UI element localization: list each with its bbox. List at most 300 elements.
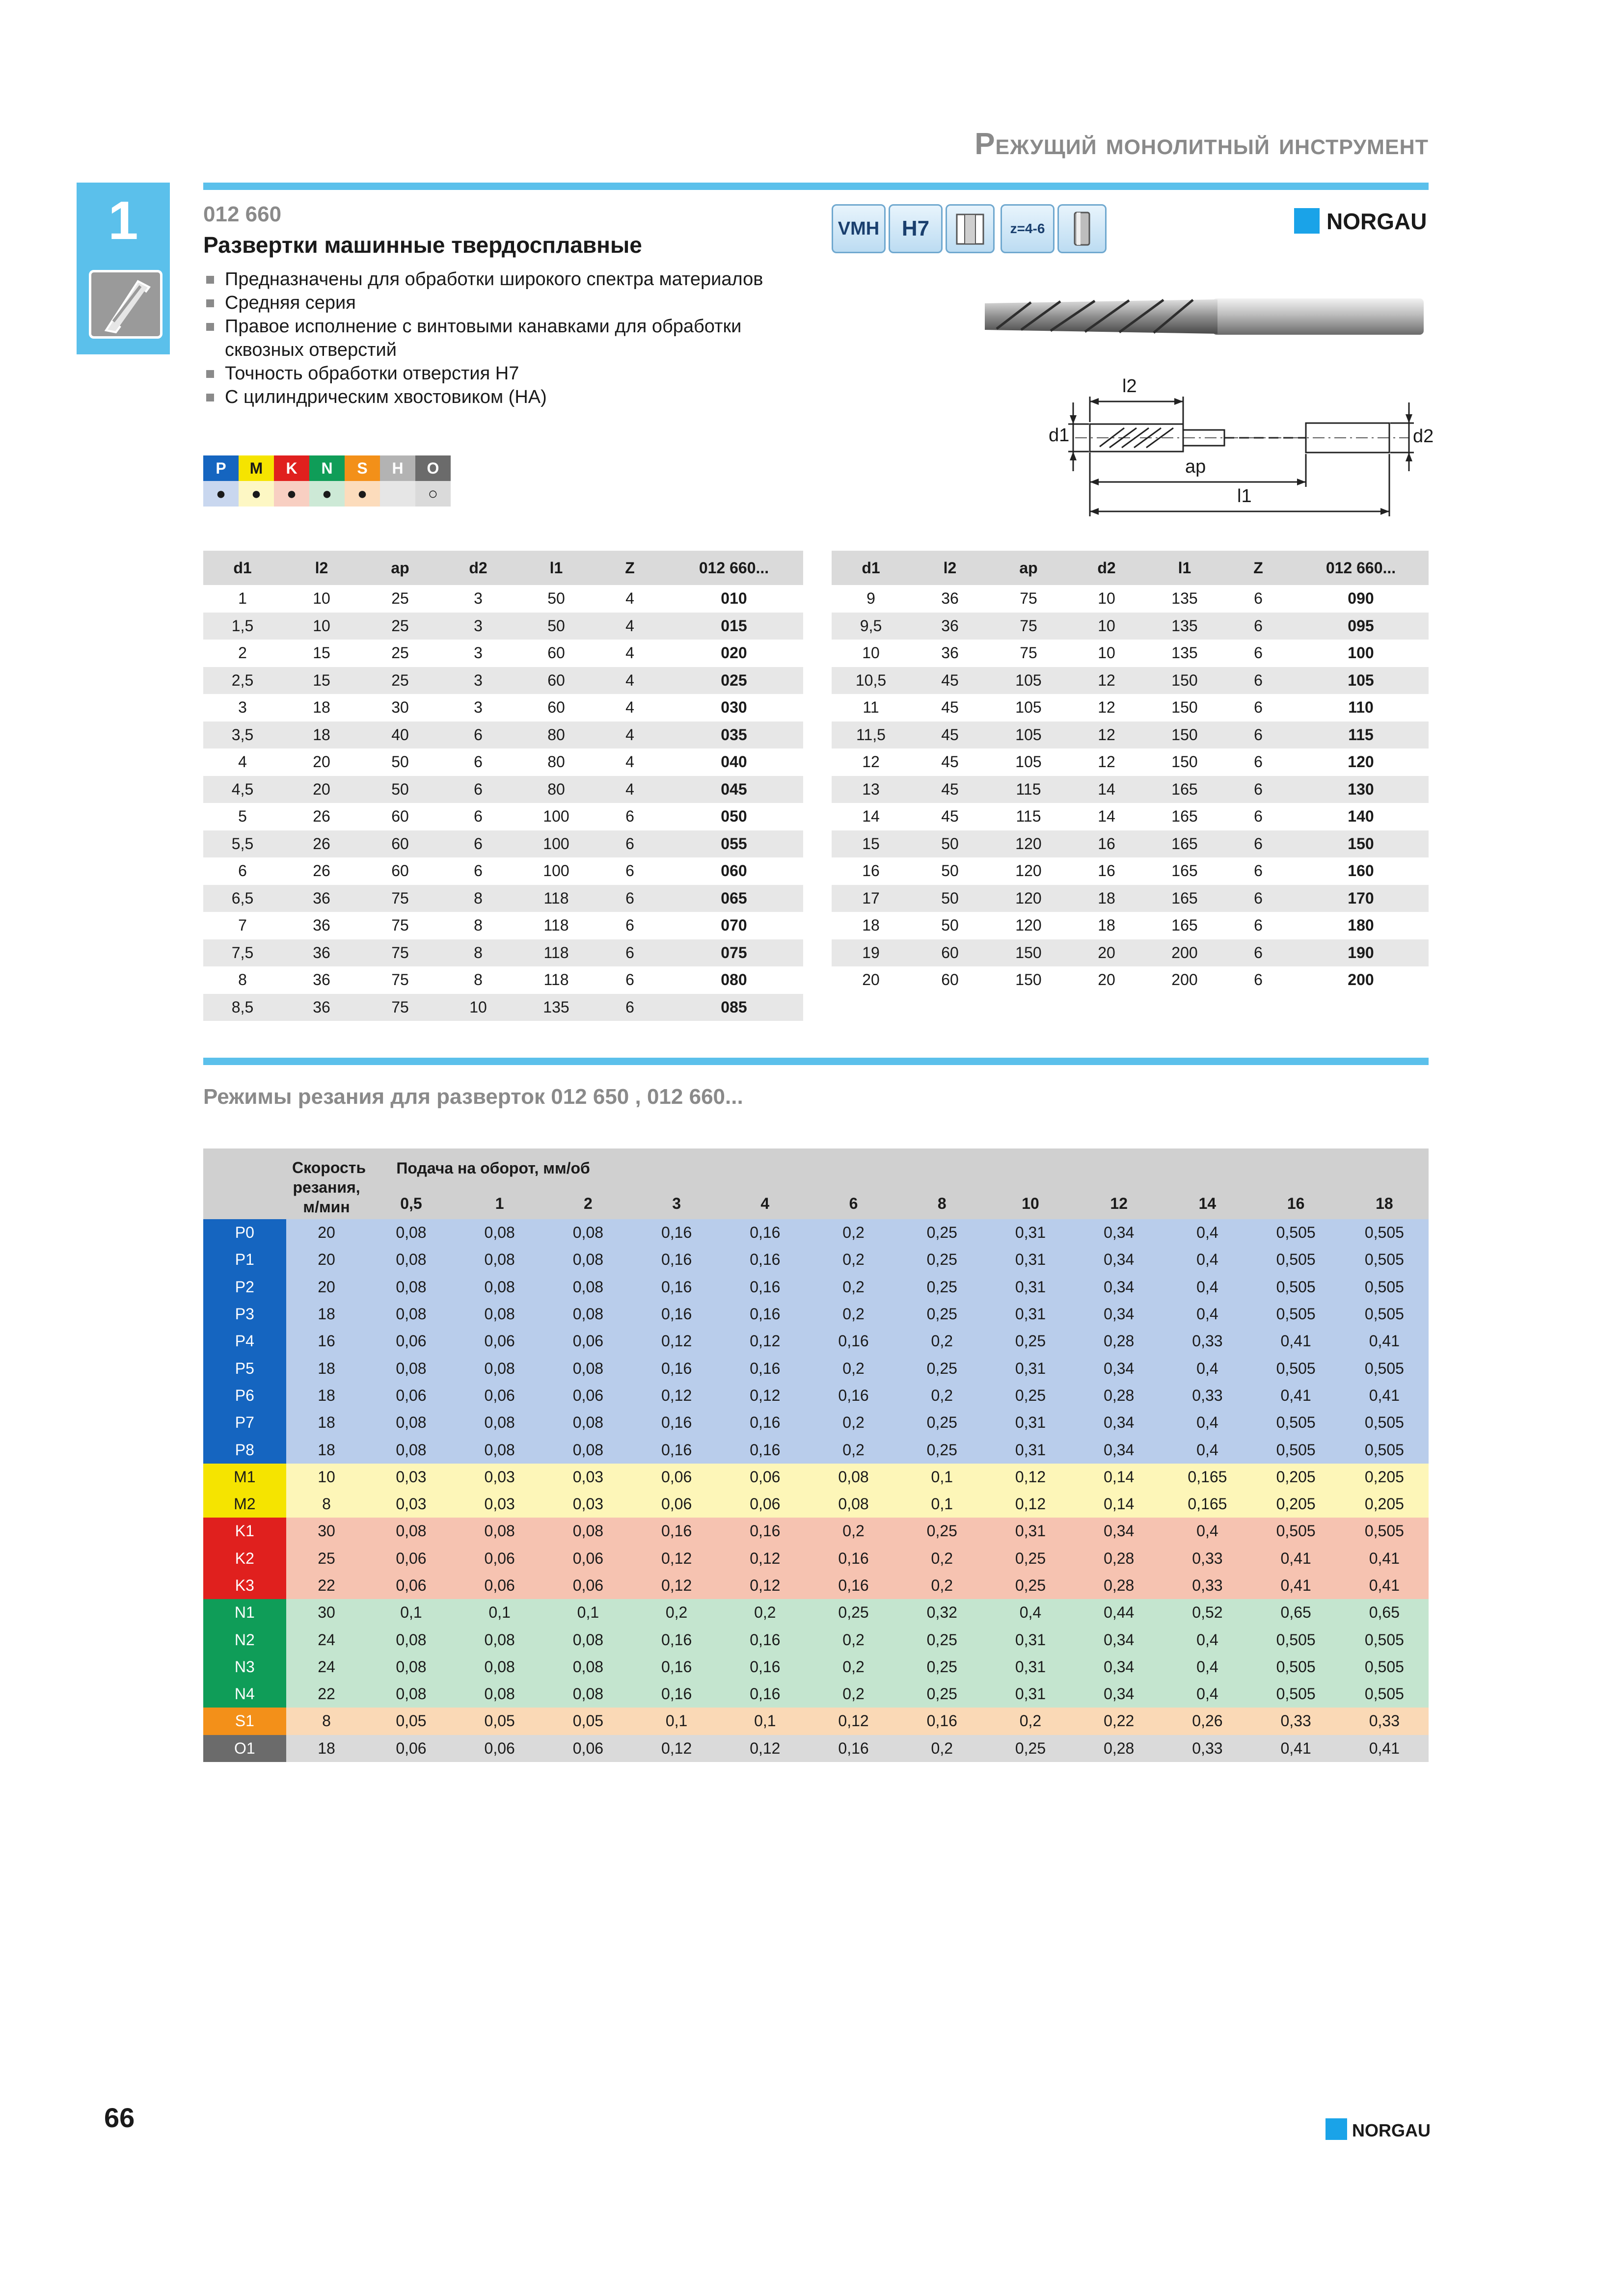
spec-row [832,803,1429,830]
spec-cell: 20 [862,971,880,989]
speed-cell: 18 [286,1436,367,1463]
feed-cell: 0,25 [898,1654,986,1681]
order-code-cell: 090 [1348,589,1374,608]
spec-row [832,776,1429,803]
spec-cell: 25 [391,644,409,662]
cutting-row [203,1491,1429,1518]
spec-cell: 18 [1067,885,1146,912]
spec-cell: 75 [391,916,409,934]
cutting-row [203,1246,1429,1273]
spec-col-header: Z [595,551,665,585]
dimension-drawing [1036,373,1429,520]
spec-row [832,585,1429,613]
brand-name: NORGAU [1326,209,1427,234]
feed-cell: 0,31 [986,1274,1075,1301]
spec-row [203,667,803,694]
feed-cell: 0,16 [632,1355,721,1382]
feed-cell: 0,08 [544,1654,632,1681]
feed-cell: 0,41 [1340,1735,1429,1762]
spec-cell: 50 [941,862,959,880]
feed-cell: 0,12 [809,1708,897,1735]
material-mark: ● [309,481,345,507]
spec-cell: 9,5 [832,613,910,640]
feed-cell: 0,28 [1075,1382,1163,1409]
material-n: N [309,455,345,481]
feed-cell: 0,34 [1075,1274,1163,1301]
feed-cell: 0,08 [544,1246,632,1273]
feed-cell: 0,16 [632,1681,721,1708]
feed-cell: 0,08 [456,1219,544,1246]
spec-cell: 5 [238,807,247,826]
feature-item-continuation: сквозных отверстий [225,340,397,360]
feed-cell: 0,505 [1340,1219,1429,1246]
order-code-cell: 110 [1348,698,1374,717]
feed-cell: 0,2 [898,1545,986,1572]
feed-cell: 0,31 [986,1409,1075,1436]
feed-cell: 0,08 [367,1219,455,1246]
spec-row [203,939,803,967]
feed-cell: 0,12 [986,1464,1075,1491]
feed-cell: 0,06 [544,1382,632,1409]
cutting-row [203,1382,1429,1409]
feed-cell: 0,06 [544,1572,632,1599]
feed-cell: 0,16 [632,1219,721,1246]
feed-cell: 0,08 [809,1491,897,1518]
feed-cell: 0,16 [632,1654,721,1681]
order-code-cell: 160 [1348,862,1374,880]
feed-cell: 0,08 [456,1436,544,1463]
feed-cell: 0,505 [1340,1654,1429,1681]
spec-cell: 36 [282,939,361,967]
feed-cell: 0,12 [632,1735,721,1762]
spec-cell: 26 [282,830,361,858]
spec-cell: 2,5 [203,667,282,694]
cutting-row [203,1545,1429,1572]
feed-cell: 0,2 [898,1382,986,1409]
spec-cell: 10 [1098,589,1115,608]
order-code-cell: 140 [1348,807,1374,826]
spec-cell: 10 [282,613,361,640]
spec-cell: 135 [1171,644,1198,662]
feed-cell: 0,25 [898,1409,986,1436]
product-title: Развертки машинные твердосплавные [203,232,642,258]
material-code-cell: P7 [203,1409,286,1436]
spec-cell: 100 [517,830,595,858]
diameter-header: 3 [632,1188,721,1219]
spec-col-header: l2 [910,551,990,585]
material-code-cell: P4 [203,1328,286,1355]
spec-cell: 4 [595,667,665,694]
diameter-header: 8 [898,1188,986,1219]
material-code-cell: P3 [203,1301,286,1328]
feed-cell: 0,2 [809,1409,897,1436]
material-mark: ○ [415,481,451,507]
feed-cell: 0,41 [1340,1545,1429,1572]
spec-cell: 100 [543,862,569,880]
cutting-modes-table [203,1148,1429,1762]
spec-cell: 4 [625,698,634,717]
spec-cell: 6 [1254,644,1263,662]
order-code-cell: 150 [1293,830,1429,858]
spec-cell: 3 [474,644,483,662]
feed-cell: 0,4 [1163,1409,1251,1436]
feature-item: С цилиндрическим хвостовиком (HA) [203,385,841,409]
spec-cell: 36 [282,885,361,912]
spec-cell: 6 [1254,698,1263,717]
diameter-header: 0,5 [367,1188,455,1219]
spec-cell: 4 [625,753,634,771]
diameter-header: 1 [456,1188,544,1219]
order-code-cell: 030 [721,698,747,717]
spec-cell: 115 [1016,807,1041,826]
material-code-cell: M2 [203,1491,286,1518]
speed-cell: 10 [286,1464,367,1491]
spec-row [203,830,803,858]
order-code-cell: 120 [1348,753,1374,771]
spec-cell: 6,5 [203,885,282,912]
feed-cell: 0,25 [898,1518,986,1545]
feed-cell: 0,05 [367,1708,455,1735]
feed-cell: 0,34 [1075,1518,1163,1545]
spec-cell: 118 [517,885,595,912]
spec-cell: 12 [1098,698,1115,717]
feed-cell: 0,06 [367,1572,455,1599]
spec-cell: 16 [1067,830,1146,858]
order-code-cell: 035 [665,721,803,749]
material-mark: ● [274,481,309,507]
spec-cell: 50 [910,830,990,858]
spec-row [203,857,803,885]
feed-cell: 0,25 [898,1219,986,1246]
spec-cell: 9 [866,589,875,608]
spec-cell: 135 [1146,613,1223,640]
material-mark: ● [239,481,274,507]
feed-cell: 0,41 [1252,1572,1340,1599]
spec-col-header: d1 [203,551,282,585]
feed-cell: 0,06 [456,1572,544,1599]
spec-cell: 80 [517,721,595,749]
spec-cell: 165 [1171,862,1198,880]
feed-cell: 0,06 [721,1491,809,1518]
feed-cell: 0,16 [721,1626,809,1653]
feed-cell: 0,08 [544,1355,632,1382]
vmh-badge [832,204,886,253]
spec-cell: 20 [1067,939,1146,967]
spec-cell: 45 [910,776,990,803]
feed-cell: 0,25 [986,1328,1075,1355]
spec-cell: 120 [1015,862,1042,880]
order-code-cell: 190 [1293,939,1429,967]
feed-cell: 0,31 [986,1518,1075,1545]
dim-label-l1: l1 [1237,486,1252,507]
diameter-header: 10 [986,1188,1075,1219]
feed-cell: 0,12 [632,1572,721,1599]
spec-cell: 18 [313,698,330,717]
cutting-row [203,1328,1429,1355]
footer-brand-name: NORGAU [1352,2120,1431,2140]
spec-col-header: d2 [439,551,517,585]
cutting-row [203,1626,1429,1653]
feed-cell: 0,505 [1252,1409,1340,1436]
spec-cell: 15 [282,667,361,694]
spec-col-header: l1 [1146,551,1223,585]
feed-cell: 0,25 [898,1355,986,1382]
cutting-row [203,1219,1429,1246]
spec-cell: 75 [990,613,1067,640]
feed-cell: 0,205 [1252,1464,1340,1491]
spec-cell: 20 [1098,971,1115,989]
spec-row [832,966,1429,994]
spec-cell: 60 [391,807,409,826]
feed-cell: 0,16 [809,1382,897,1409]
spec-cell: 16 [862,862,880,880]
spec-cell: 12 [862,753,880,771]
spec-cell: 60 [391,862,409,880]
spec-row [203,966,803,994]
feed-cell: 0,08 [367,1355,455,1382]
speed-cell: 8 [286,1708,367,1735]
cutting-row [203,1708,1429,1735]
feed-cell: 0,4 [1163,1274,1251,1301]
spec-cell: 10 [1098,644,1115,662]
spec-cell: 60 [941,971,959,989]
spec-cell: 6 [595,994,665,1021]
feed-cell: 0,06 [456,1382,544,1409]
feature-item: Предназначены для обработки широкого спектра материалов [203,267,841,291]
spec-row [203,912,803,939]
spec-cell: 165 [1146,885,1223,912]
feed-cell: 0,08 [544,1626,632,1653]
speed-cell: 22 [286,1572,367,1599]
feed-cell: 0,08 [456,1518,544,1545]
feed-cell: 0,28 [1075,1572,1163,1599]
footer-brand-logo [1325,2117,1434,2142]
spec-cell: 10 [1067,613,1146,640]
spec-cell: 5,5 [203,830,282,858]
spec-cell: 10 [862,644,880,662]
feed-cell: 0,1 [721,1708,809,1735]
feed-cell: 0,26 [1163,1708,1251,1735]
feed-cell: 0,1 [367,1599,455,1626]
feed-cell: 0,4 [1163,1301,1251,1328]
spec-cell: 11 [863,698,879,717]
spec-cell: 6 [595,885,665,912]
feed-cell: 0,06 [367,1382,455,1409]
cutting-row [203,1681,1429,1708]
spec-cell: 40 [361,721,439,749]
speed-cell: 30 [286,1599,367,1626]
spec-cell: 10 [313,589,330,608]
feed-cell: 0,505 [1252,1518,1340,1545]
feed-cell: 0,08 [544,1518,632,1545]
spec-cell: 6 [439,830,517,858]
feed-cell: 0,4 [1163,1436,1251,1463]
chapter-number: 1 [108,190,138,251]
spec-row [203,613,803,640]
spec-cell: 60 [361,830,439,858]
feed-cell: 0,12 [721,1735,809,1762]
feed-cell: 0,4 [1163,1518,1251,1545]
spec-cell: 6 [1223,613,1293,640]
feed-cell: 0,205 [1340,1491,1429,1518]
feature-item: Точность обработки отверстия H7 [203,362,841,385]
spec-cell: 7,5 [203,939,282,967]
spec-cell: 36 [910,613,990,640]
order-code-cell: 010 [721,589,747,608]
feed-cell: 0,44 [1075,1599,1163,1626]
feed-cell: 0,32 [898,1599,986,1626]
feed-cell: 0,08 [456,1246,544,1273]
feed-cell: 0,52 [1163,1599,1251,1626]
feed-cell: 0,165 [1163,1464,1251,1491]
teeth-count-label: z=4-6 [1010,221,1045,236]
spec-cell: 105 [1015,698,1042,717]
feed-cell: 0,16 [898,1708,986,1735]
material-h: H [380,455,415,481]
chapter-tab [77,183,170,354]
order-code-cell: 105 [1293,667,1429,694]
feed-cell: 0,28 [1075,1328,1163,1355]
cutting-row [203,1301,1429,1328]
feed-cell: 0,1 [544,1599,632,1626]
feed-cell: 0,41 [1252,1382,1340,1409]
through-hole-icon [946,204,995,253]
feed-cell: 0,41 [1252,1545,1340,1572]
feed-cell: 0,41 [1252,1328,1340,1355]
feed-cell: 0,65 [1252,1599,1340,1626]
spec-cell: 45 [941,698,959,717]
spec-cell: 26 [313,862,330,880]
feed-cell: 0,2 [809,1246,897,1273]
spec-cell: 4 [238,753,247,771]
feed-cell: 0,12 [721,1328,809,1355]
spec-cell: 135 [1171,589,1198,608]
cutting-row [203,1735,1429,1762]
feed-cell: 0,16 [809,1735,897,1762]
feature-item: Правое исполнение с винтовыми канавками для обработки [203,315,841,338]
spec-cell: 150 [1171,753,1198,771]
speed-cell: 24 [286,1626,367,1653]
reamer-photo [977,285,1429,348]
spec-cell: 1 [238,589,247,608]
product-code: 012 660 [203,202,282,226]
speed-header [286,1148,367,1219]
feed-cell: 0,31 [986,1301,1075,1328]
feed-cell: 0,06 [456,1545,544,1572]
spec-cell: 6 [1254,862,1263,880]
material-mark [380,481,415,507]
speed-cell: 16 [286,1328,367,1355]
order-code-cell: 095 [1293,613,1429,640]
spec-cell: 50 [517,613,595,640]
spec-cell: 75 [1020,644,1037,662]
spec-cell: 36 [282,994,361,1021]
brand-square-icon [1325,2118,1347,2140]
feed-cell: 0,205 [1252,1491,1340,1518]
spec-cell: 115 [990,776,1067,803]
spec-cell: 6 [595,939,665,967]
page-number: 66 [104,2102,135,2133]
spec-cell: 60 [517,667,595,694]
spec-cell: 12 [1067,721,1146,749]
spec-cell: 36 [313,916,330,934]
spec-cell: 100 [543,807,569,826]
order-code-cell: 200 [1348,971,1374,989]
material-code-cell: N1 [203,1599,286,1626]
material-code-cell: N2 [203,1626,286,1653]
spec-cell: 18 [1098,916,1115,934]
spec-cell: 6 [1254,753,1263,771]
material-code-cell: K1 [203,1518,286,1545]
spec-cell: 6 [1223,830,1293,858]
spec-cell: 14 [862,807,880,826]
speed-cell: 20 [286,1219,367,1246]
spec-cell: 200 [1171,971,1198,989]
spec-cell: 135 [517,994,595,1021]
spec-cell: 20 [313,753,330,771]
order-code-cell: 075 [665,939,803,967]
feed-cell: 0,16 [809,1328,897,1355]
spec-row [832,912,1429,939]
material-code-cell: P2 [203,1274,286,1301]
spec-cell: 8 [474,916,483,934]
feed-cell: 0,31 [986,1436,1075,1463]
spec-row [832,857,1429,885]
material-code-cell: P1 [203,1246,286,1273]
spec-cell: 75 [361,994,439,1021]
feed-cell: 0,31 [986,1626,1075,1653]
spec-cell: 11,5 [832,721,910,749]
spec-row [203,748,803,776]
order-code-cell: 040 [721,753,747,771]
feed-cell: 0,165 [1163,1491,1251,1518]
feed-cell: 0,08 [456,1626,544,1653]
feed-cell: 0,12 [721,1572,809,1599]
feed-cell: 0,16 [721,1301,809,1328]
spec-cell: 50 [910,885,990,912]
spec-cell: 4,5 [203,776,282,803]
feed-cell: 0,1 [898,1491,986,1518]
spec-col-header: d2 [1067,551,1146,585]
cutting-row [203,1436,1429,1463]
spec-cell: 3,5 [203,721,282,749]
spec-header-row [832,551,1429,585]
feed-cell: 0,12 [986,1491,1075,1518]
order-code-cell: 070 [721,916,747,934]
spec-col-header: Z [1223,551,1293,585]
spec-cell: 60 [910,939,990,967]
feed-cell: 0,08 [367,1436,455,1463]
feed-cell: 0,08 [456,1654,544,1681]
spec-row [203,994,803,1021]
feed-cell: 0,12 [632,1382,721,1409]
spec-table-right [832,551,1429,994]
feed-cell: 0,14 [1075,1464,1163,1491]
spec-cell: 10,5 [832,667,910,694]
spec-row [832,640,1429,667]
spec-cell: 6 [238,862,247,880]
feed-cell: 0,505 [1340,1355,1429,1382]
spec-cell: 12 [1067,667,1146,694]
feed-cell: 0,25 [986,1735,1075,1762]
spec-cell: 8 [238,971,247,989]
feed-cell: 0,16 [721,1355,809,1382]
feature-item: Средняя серия [203,291,841,315]
feed-cell: 0,505 [1252,1355,1340,1382]
feed-cell: 0,33 [1163,1572,1251,1599]
cutting-row [203,1599,1429,1626]
feed-cell: 0,31 [986,1219,1075,1246]
